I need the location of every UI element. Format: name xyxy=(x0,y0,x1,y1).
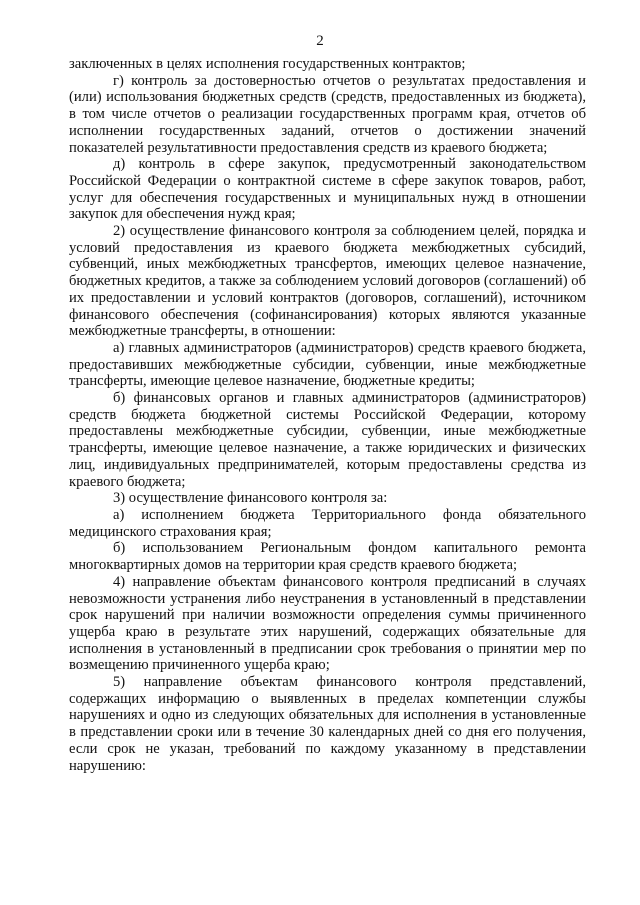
paragraph-item-4: 4) направление объектам финансового контроля предписаний в случаях невозможности устранения либо неустранения в установленный в представлении срок нарушений при наличии возможности определения суммы причиненного ущерба краю в результате этих нарушений, содержащих обязательные для исполнения в установленный в предписании срок требования о принятии мер по возмещению причиненного ущерба краю; xyxy=(69,573,586,674)
paragraph-item-g: г) контроль за достоверностью отчетов о результатах предоставления и (или) использования бюджетных средств (средств, предоставленных из бюджета), в том числе отчетов о реализации государственных программ края, отчетов об исполнении государственных заданий, отчетов о достижении значений показателей результативности предоставления средств из краевого бюджета; xyxy=(69,72,586,156)
paragraph-item-2b: б) финансовых органов и главных администраторов (администраторов) средств бюджета бюджетной системы Российской Федерации, которому предоставлены межбюджетные субсидии, субвенции, иные межбюджетные трансферты, имеющие целевое назначение, а также юридических и физических лиц, индивидуальных предпринимателей, которым предоставлены средства из краевого бюджета; xyxy=(69,390,586,490)
paragraph-continuation: заключенных в целях исполнения государственных контрактов; xyxy=(69,56,466,72)
paragraph-item-2: 2) осуществление финансового контроля за соблюдением целей, порядка и условий предоставления из краевого бюджета межбюджетных субсидий, субвенций, иных межбюджетных трансфертов, имеющих целевое назначение, бюджетных кредитов, а также за соблюдением условий договоров (соглашений) об их предоставлении и условий контрактов (договоров, соглашений), источником финансового обеспечения (софинансирования) которых являются указанные межбюджетные трансферты, в отношении: xyxy=(69,223,586,340)
page-number: 2 xyxy=(316,33,324,49)
document-body xyxy=(69,56,586,774)
paragraph-item-3b: б) использованием Региональным фондом капитального ремонта многоквартирных домов на территории края средств краевого бюджета; xyxy=(69,540,586,574)
paragraph-item-3a: а) исполнением бюджета Территориального фонда обязательного медицинского страхования края; xyxy=(69,506,586,540)
paragraph-item-3: 3) осуществление финансового контроля за: xyxy=(113,490,388,507)
paragraph-item-5: 5) направление объектам финансового контроля представлений, содержащих информацию о выявленных в пределах компетенции службы нарушениях и одно из следующих обязательных для исполнения в установленные в представлении сроки или в течение 30 календарных дней со дня его получения, если срок не указан, требований по каждому указанному в представлении нарушению: xyxy=(69,674,586,774)
paragraph-item-2a: а) главных администраторов (администраторов) средств краевого бюджета, предоставивших межбюджетные субсидии, субвенции, иные межбюджетные трансферты, имеющие целевое назначение, бюджетные кредиты; xyxy=(69,339,586,390)
paragraph-item-d: д) контроль в сфере закупок, предусмотренный законодательством Российской Федерации о контрактной системе в сфере закупок товаров, работ, услуг для обеспечения государственных и муниципальных нужд в отношении закупок для обеспечения нужд края; xyxy=(69,156,586,223)
